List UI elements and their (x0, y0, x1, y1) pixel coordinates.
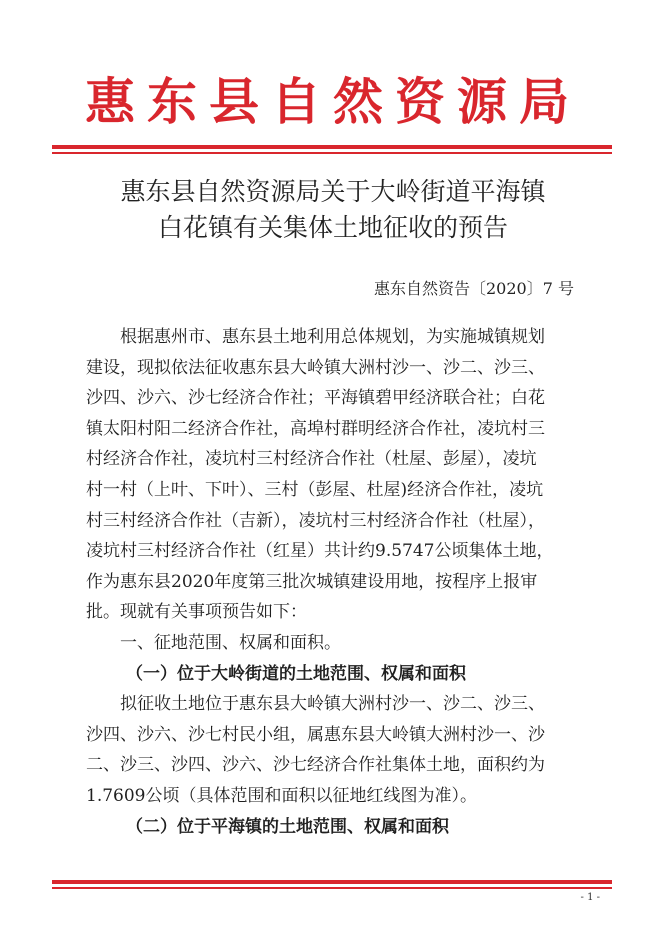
paragraph-line: 沙四、沙六、沙七村民小组，属惠东县大岭镇大洲村沙一、沙 (86, 724, 545, 745)
header-rule-thick (52, 145, 612, 149)
paragraph-line: 批。现就有关事项预告如下： (86, 602, 307, 623)
title-line-2: 白花镇有关集体土地征收的预告 (157, 213, 508, 242)
paragraph-line: 根据惠州市、惠东县土地利用总体规划，为实施城镇规划 (120, 327, 545, 347)
subsection-heading: （二）位于平海镇的土地范围、权属和面积 (126, 816, 449, 837)
paragraph-line: 1.7609公顷（具体范围和面积以征地红线图为准）。 (86, 785, 477, 806)
paragraph-line: 建设，现拟依法征收惠东县大岭镇大洲村沙一、沙二、沙三、 (86, 357, 545, 378)
paragraph-line: 拟征收土地位于惠东县大岭镇大洲村沙一、沙二、沙三、 (120, 694, 545, 715)
paragraph-line: 沙四、沙六、沙七经济合作社；平海镇碧甲经济联合社；白花 (86, 388, 545, 409)
paragraph-line: 凌坑村三村经济合作社（红星）共计约9.5747公顷集体土地， (86, 541, 554, 562)
document-number: 惠东自然资告〔2020〕7 号 (374, 279, 574, 298)
paragraph-line: 镇太阳村阳二经济合作社，高埠村群明经济合作社，凌坑村三 (86, 418, 545, 439)
footer-rule-thin (52, 887, 612, 889)
organization-header: 惠东县自然资源局 (85, 72, 581, 131)
paragraph-line: 二、沙三、沙四、沙六、沙七经济合作社集体土地，面积约为 (86, 755, 545, 776)
header-rule-thin (52, 152, 612, 154)
page-number: - 1 - (580, 892, 600, 903)
paragraph-line: 村经济合作社，凌坑村三村经济合作社（杜屋、彭屋），凌坑 (86, 449, 537, 470)
document-body (86, 322, 581, 842)
subsection-heading: （一）位于大岭街道的土地范围、权属和面积 (126, 663, 466, 684)
document-title (0, 174, 666, 246)
paragraph-line: 作为惠东县2020年度第三批次城镇建设用地，按程序上报审 (86, 571, 538, 592)
paragraph-line: 村一村（上叶、下叶）、三村（彭屋、杜屋)经济合作社，凌坑 (86, 479, 544, 500)
title-line-1: 惠东县自然资源局关于大岭街道平海镇 (120, 177, 546, 206)
paragraph-line: 村三村经济合作社（吉新），凌坑村三村经济合作社（杜屋）， (86, 510, 545, 531)
section-heading: 一、征地范围、权属和面积。 (120, 632, 341, 653)
footer-rule-thick (52, 880, 612, 884)
